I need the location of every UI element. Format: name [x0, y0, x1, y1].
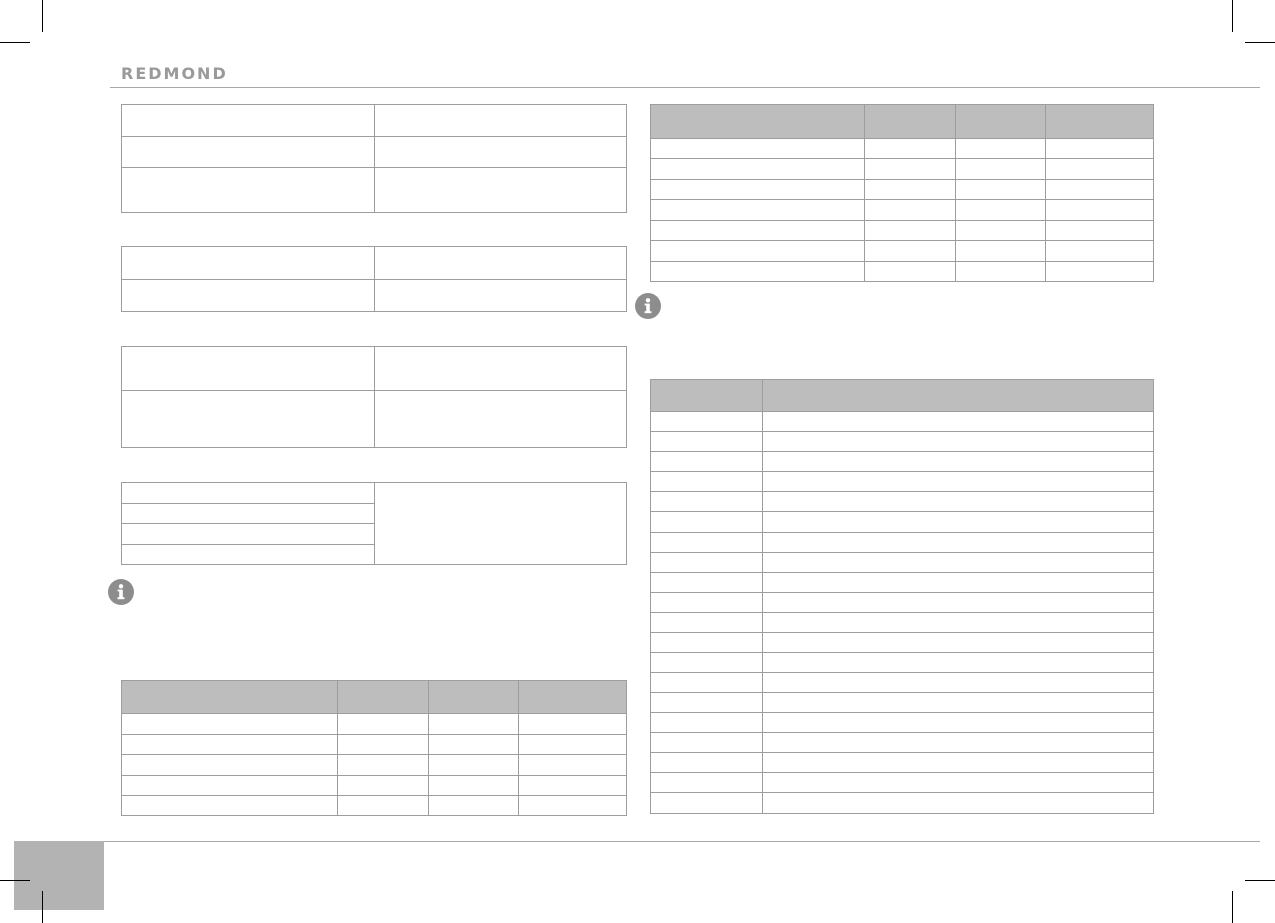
table-cell — [375, 247, 627, 280]
table-cell — [865, 200, 956, 221]
table-cell — [122, 735, 338, 755]
table-cell — [763, 633, 1154, 653]
table-cell — [1046, 180, 1154, 200]
table-cell — [122, 247, 375, 280]
table-cell — [651, 553, 763, 573]
table-header-cell — [1046, 105, 1154, 139]
table-cell — [1046, 200, 1154, 221]
table-cell — [763, 412, 1154, 432]
table-cell — [651, 472, 763, 492]
table-cell — [651, 773, 763, 793]
table-cell — [519, 755, 627, 776]
table-cell — [122, 483, 375, 504]
table-cell — [375, 347, 627, 391]
table-cell — [651, 533, 763, 553]
table-cell — [338, 796, 429, 816]
table-cell — [375, 168, 627, 213]
table-cell — [763, 432, 1154, 452]
table-cell — [956, 180, 1046, 200]
table-header-cell — [429, 681, 519, 714]
table-cell — [763, 533, 1154, 553]
program-table — [121, 680, 627, 816]
table-cell — [763, 492, 1154, 512]
page-number-tab — [14, 841, 104, 910]
header-rule — [110, 87, 1260, 88]
table-cell — [651, 753, 763, 773]
crop-mark — [1232, 891, 1233, 923]
info-note — [108, 579, 134, 605]
table-cell — [122, 755, 338, 776]
table-cell — [763, 753, 1154, 773]
table-cell — [122, 105, 375, 137]
table-cell — [865, 221, 956, 241]
crop-mark — [1245, 880, 1275, 881]
spec-table-3 — [121, 346, 627, 448]
table-cell — [956, 262, 1046, 282]
table-cell — [122, 347, 375, 391]
table-cell — [122, 714, 338, 735]
table-cell — [651, 593, 763, 613]
table-cell — [375, 280, 627, 312]
table-cell — [429, 735, 519, 755]
table-header-cell — [763, 380, 1154, 412]
spec-table-4 — [121, 482, 627, 565]
table-cell — [651, 673, 763, 693]
table-cell — [1046, 241, 1154, 262]
table-cell — [865, 139, 956, 159]
info-note — [635, 293, 661, 319]
table-cell — [1046, 262, 1154, 282]
table-cell — [122, 545, 375, 565]
table-cell — [122, 776, 338, 796]
crop-mark — [1232, 0, 1233, 32]
table-cell — [763, 773, 1154, 793]
crop-mark — [42, 0, 43, 32]
table-cell — [651, 492, 763, 512]
table-cell — [763, 512, 1154, 533]
table-cell — [651, 613, 763, 633]
table-cell — [651, 793, 763, 814]
table-cell — [651, 200, 865, 221]
crop-mark — [0, 42, 30, 43]
table-cell — [1046, 139, 1154, 159]
table-cell — [651, 139, 865, 159]
table-cell — [338, 714, 429, 735]
footer-rule — [104, 841, 1260, 842]
table-cell — [865, 262, 956, 282]
info-icon — [635, 293, 661, 319]
table-header-cell — [122, 681, 338, 714]
table-cell — [956, 241, 1046, 262]
table-header-cell — [519, 681, 627, 714]
table-cell — [651, 180, 865, 200]
table-cell — [1046, 221, 1154, 241]
table-cell — [763, 673, 1154, 693]
table-cell — [956, 200, 1046, 221]
table-cell — [763, 693, 1154, 713]
table-cell — [519, 776, 627, 796]
table-header-cell — [338, 681, 429, 714]
table-cell — [122, 168, 375, 213]
table-cell — [519, 714, 627, 735]
table-cell — [763, 793, 1154, 814]
table-cell — [122, 391, 375, 448]
table-cell — [338, 735, 429, 755]
table-cell — [338, 776, 429, 796]
table-cell — [651, 452, 763, 472]
table-cell — [122, 137, 375, 168]
brand-logo: REDMOND — [121, 64, 228, 83]
table-cell — [763, 733, 1154, 753]
table-cell — [651, 573, 763, 593]
table-header-cell — [651, 380, 763, 412]
crop-mark — [42, 891, 43, 923]
table-cell — [763, 653, 1154, 673]
table-cell — [763, 593, 1154, 613]
table-cell — [956, 159, 1046, 180]
crop-mark — [0, 880, 30, 881]
table-cell — [865, 241, 956, 262]
table-cell — [651, 412, 763, 432]
table-cell — [122, 524, 375, 545]
table-cell — [651, 693, 763, 713]
table-cell — [651, 241, 865, 262]
table-cell — [956, 139, 1046, 159]
table-cell — [338, 755, 429, 776]
table-header-cell — [651, 105, 865, 139]
table-cell — [651, 713, 763, 733]
spec-table-2 — [121, 246, 627, 312]
table-cell — [865, 180, 956, 200]
table-cell — [375, 105, 627, 137]
table-cell — [651, 159, 865, 180]
table-cell — [763, 713, 1154, 733]
table-header-cell — [956, 105, 1046, 139]
table-cell — [429, 755, 519, 776]
table-cell — [519, 796, 627, 816]
table-cell — [429, 796, 519, 816]
table-cell — [651, 262, 865, 282]
table-cell — [651, 633, 763, 653]
table-cell — [1046, 159, 1154, 180]
table-cell — [865, 159, 956, 180]
info-icon — [108, 579, 134, 605]
table-cell — [122, 504, 375, 524]
table-cell — [122, 796, 338, 816]
settings-table — [650, 104, 1154, 282]
table-cell — [375, 483, 627, 565]
table-cell — [429, 714, 519, 735]
table-cell — [763, 472, 1154, 492]
table-header-cell — [865, 105, 956, 139]
table-cell — [651, 733, 763, 753]
table-cell — [763, 573, 1154, 593]
spec-table-1 — [121, 104, 627, 213]
error-codes-table — [650, 379, 1154, 814]
table-cell — [375, 391, 627, 448]
table-cell — [763, 553, 1154, 573]
crop-mark — [1245, 42, 1275, 43]
table-cell — [651, 221, 865, 241]
table-cell — [651, 432, 763, 452]
table-cell — [763, 452, 1154, 472]
table-cell — [429, 776, 519, 796]
table-cell — [122, 280, 375, 312]
table-cell — [375, 137, 627, 168]
table-cell — [956, 221, 1046, 241]
table-cell — [651, 512, 763, 533]
table-cell — [519, 735, 627, 755]
table-cell — [651, 653, 763, 673]
table-cell — [763, 613, 1154, 633]
